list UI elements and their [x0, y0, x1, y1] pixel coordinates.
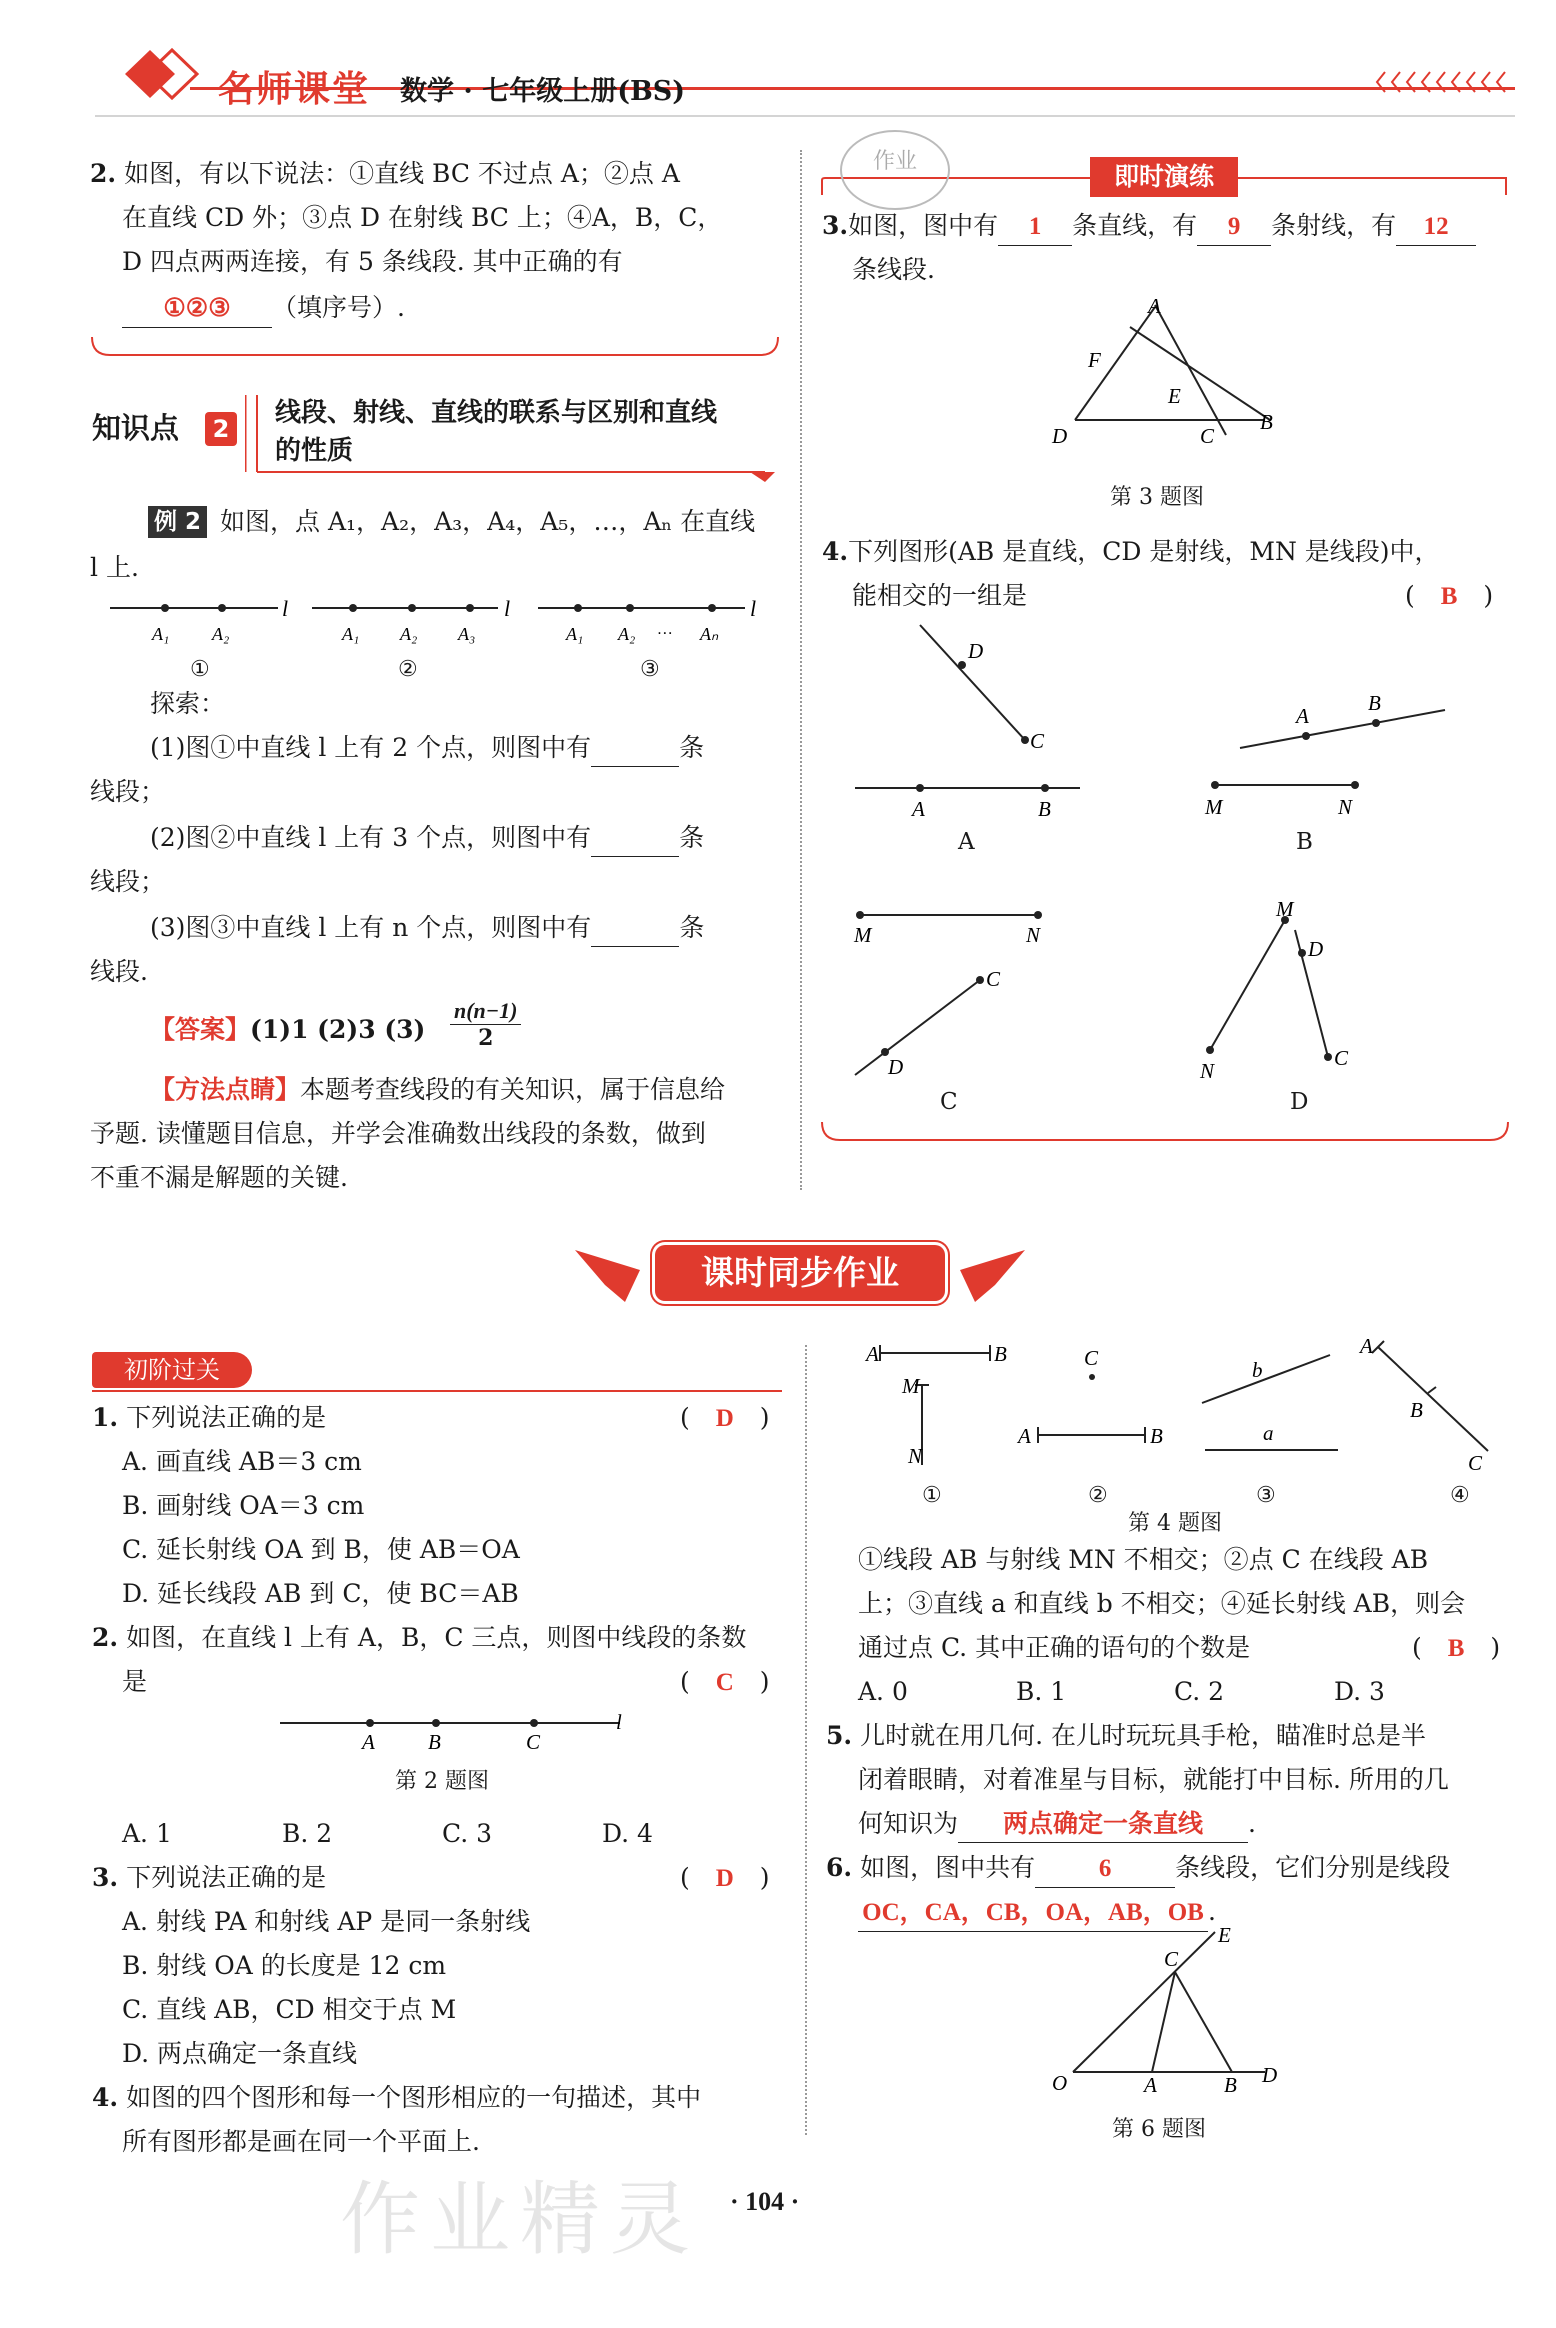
q-text: ①线段 AB 与射线 MN 不相交；②点 C 在线段 AB [858, 1545, 1429, 1574]
choice-answer: B [1440, 583, 1458, 610]
fig-number: ③ [1256, 1483, 1276, 1508]
svg-text:A₂: A₂ [212, 624, 230, 644]
q3-figure [1040, 295, 1290, 455]
answer-blank: 两点确定一条直线 [958, 1806, 1248, 1843]
q-number: 3. [822, 211, 849, 240]
option: C. 延长射线 OA 到 B，使 AB＝OA [122, 1535, 520, 1564]
q-text: 下列图形(AB 是直线，CD 是射线，MN 是线段)中， [848, 537, 1440, 566]
book-subtitle: 数学 · 七年级上册(BS) [400, 76, 686, 107]
option: D. 3 [1334, 1677, 1385, 1706]
q-text: 线段； [90, 867, 166, 896]
q-text: 如图，图中有 [848, 211, 999, 240]
svg-text:D: D [1052, 424, 1068, 448]
svg-text:A₃: A₃ [458, 624, 476, 644]
q4-figures [840, 620, 1500, 1100]
q-text: 条线段，它们分别是线段 [1175, 1853, 1451, 1882]
q-text: 是 [122, 1667, 148, 1696]
svg-text:C: C [986, 967, 1001, 991]
q6-caption: 第 6 题图 [1112, 2117, 1206, 2142]
q-text: （填序号）. [272, 293, 405, 322]
q-text: 下列说法正确的是 [126, 1403, 327, 1432]
choice-answer: C [715, 1669, 734, 1696]
q4-caption: 第 4 题图 [1128, 1511, 1222, 1536]
q-number: 4. [92, 2083, 119, 2112]
column-divider-2 [805, 1345, 807, 2135]
svg-text:A₂: A₂ [618, 624, 636, 644]
page-number: · 104 · [730, 2187, 800, 2216]
q-text: 如图，图中共有 [860, 1853, 1036, 1882]
option: C. 2 [1174, 1677, 1225, 1706]
svg-text:b: b [1252, 1358, 1263, 1382]
svg-text:A: A [1018, 1424, 1031, 1448]
option: B. 射线 OA 的长度是 12 cm [122, 1951, 447, 1980]
svg-text:A: A [1360, 1335, 1373, 1358]
svg-text:M: M [854, 923, 872, 947]
svg-text:A: A [1296, 704, 1309, 728]
fraction-numerator: n(n−1) [450, 998, 521, 1025]
q-text: 条 [679, 733, 705, 762]
answer-blank: OC，CA，CB，OA，AB，OB [858, 1895, 1208, 1932]
fig-number: ① [922, 1483, 942, 1508]
level1-tag: 初阶过关 [92, 1352, 252, 1388]
option: B. 1 [1016, 1677, 1067, 1706]
fraction-denominator: 2 [478, 1025, 494, 1051]
svg-text:C: C [1200, 424, 1215, 448]
svg-text:l: l [750, 596, 757, 621]
q-text: 何知识为 [858, 1809, 959, 1838]
choice-answer: D [715, 1865, 734, 1892]
svg-text:N: N [1026, 923, 1041, 947]
q-number: 2. [90, 159, 117, 188]
banner-title: 课时同步作业 [655, 1245, 945, 1301]
q-text: 如图，有以下说法：①直线 BC 不过点 A；②点 A [124, 159, 680, 188]
choice-answer: D [715, 1405, 734, 1432]
fig-number: ② [1088, 1483, 1108, 1508]
svg-text:Aₙ: Aₙ [700, 624, 719, 644]
svg-text:C: C [1164, 1947, 1179, 1971]
stamp-logo: 作业 [840, 130, 950, 210]
answer-blank: 9 [1197, 209, 1271, 246]
choice-answer: B [1447, 1635, 1465, 1662]
option: A. 射线 PA 和射线 AP 是同一条射线 [122, 1907, 531, 1936]
svg-text:A: A [912, 797, 925, 821]
answer-blank: 6 [1035, 1851, 1175, 1888]
option: D. 两点确定一条直线 [122, 2039, 358, 2068]
q6-figure [1040, 1920, 1300, 2100]
q-text: 下列说法正确的是 [126, 1863, 327, 1892]
svg-text:B: B [1150, 1424, 1163, 1448]
q-number: 3. [92, 1863, 119, 1892]
svg-text:M: M [1205, 795, 1223, 819]
svg-text:A: A [866, 1342, 879, 1366]
option-label: D [1290, 1089, 1309, 1115]
method-tag: 【方法点睛】 [150, 1075, 301, 1104]
svg-text:B: B [1224, 2073, 1237, 2097]
q-number: 2. [92, 1623, 119, 1652]
method-text: 不重不漏是解题的关键. [90, 1163, 348, 1192]
method-text: 予题. 读懂题目信息，并学会准确数出线段的条数，做到 [90, 1119, 706, 1148]
svg-text:B: B [994, 1342, 1007, 1366]
q-text: 如图，在直线 l 上有 A，B，C 三点，则图中线段的条数 [126, 1623, 747, 1652]
q-text: 条 [679, 823, 705, 852]
q-text: 线段. [90, 957, 148, 986]
answer-fraction [450, 998, 521, 1051]
option: D. 延长线段 AB 到 C，使 BC＝AB [122, 1579, 519, 1608]
answer-tag: 【答案】 [150, 1015, 251, 1044]
level1-underline [92, 1390, 782, 1392]
option-label: C [940, 1089, 958, 1115]
svg-text:D: D [968, 639, 984, 663]
q-text: 闭着眼睛，对着准星与目标，就能打中目标. 所用的几 [858, 1765, 1449, 1794]
q-text: 能相交的一组是 [852, 581, 1028, 610]
example-tag: 例 2 [148, 506, 207, 538]
svg-text:N: N [908, 1444, 923, 1468]
svg-text:A₁: A₁ [566, 624, 584, 644]
svg-text:D: D [1308, 937, 1324, 961]
kp-title-2: 的性质 [275, 436, 354, 466]
fig-number: ② [398, 657, 418, 682]
svg-text:N: N [1200, 1059, 1215, 1083]
option: A. 0 [858, 1677, 908, 1706]
option: C. 3 [442, 1819, 493, 1848]
watermark: 作业精灵 [340, 2173, 700, 2266]
q-text: (2)图②中直线 l 上有 3 个点，则图中有 [150, 823, 592, 852]
q-number: 1. [92, 1403, 119, 1432]
section-divider [90, 335, 780, 365]
svg-text:…: … [658, 621, 673, 638]
svg-text:l: l [504, 596, 511, 621]
svg-text:A: A [362, 1730, 375, 1754]
svg-text:C: C [1468, 1451, 1483, 1475]
kp-label: 知识点 [92, 411, 180, 445]
q-number: 4. [822, 537, 849, 566]
q-text: 条线段. [852, 255, 935, 284]
q-text: 条射线，有 [1271, 211, 1397, 240]
q2-figure [270, 1705, 650, 1755]
q-text: 如图的四个图形和每一个图形相应的一句描述，其中 [126, 2083, 702, 2112]
answer-blank: ①②③ [122, 291, 272, 328]
q-text: 儿时就在用几何. 在儿时玩玩具手枪，瞄准时总是半 [860, 1721, 1426, 1750]
q-text: 上；③直线 a 和直线 b 不相交；④延长射线 AB，则会 [858, 1589, 1466, 1618]
svg-text:C: C [1030, 729, 1045, 753]
svg-text:C: C [1334, 1046, 1349, 1070]
svg-text:a: a [1263, 1421, 1274, 1445]
svg-text:B: B [1410, 1398, 1423, 1422]
q-text: 所有图形都是画在同一个平面上. [122, 2127, 480, 2156]
option: A. 1 [122, 1819, 172, 1848]
svg-text:A: A [1144, 2073, 1157, 2097]
svg-text:O: O [1052, 2071, 1068, 2095]
kp-title-1: 线段、射线、直线的联系与区别和直线 [275, 398, 718, 428]
svg-text:F: F [1088, 348, 1101, 372]
kp-number: 2 [205, 412, 237, 446]
q-text: 条 [679, 913, 705, 942]
svg-text:A₁: A₁ [152, 624, 170, 644]
option: B. 画射线 OA＝3 cm [122, 1491, 365, 1520]
svg-text:D: D [888, 1055, 904, 1079]
svg-text:B: B [428, 1730, 441, 1754]
q-text: (1)图①中直线 l 上有 2 个点，则图中有 [150, 733, 592, 762]
answer-blank: 12 [1396, 209, 1476, 246]
svg-text:N: N [1338, 795, 1353, 819]
explore-label: 探索： [150, 689, 226, 718]
example-text: 如图，点 A₁，A₂，A₃，A₄，A₅，…，Aₙ 在直线 [220, 507, 756, 536]
q3-caption: 第 3 题图 [1110, 485, 1204, 510]
svg-text:B: B [1260, 410, 1273, 434]
svg-text:l: l [616, 1710, 622, 1734]
q-number: 6. [826, 1853, 853, 1882]
svg-text:B: B [1368, 691, 1381, 715]
fig-number: ④ [1450, 1483, 1470, 1508]
practice-divider [820, 1120, 1510, 1150]
q-text: (3)图③中直线 l 上有 n 个点，则图中有 [150, 913, 592, 942]
svg-text:M: M [902, 1374, 920, 1398]
option: D. 4 [602, 1819, 653, 1848]
svg-text:M: M [1276, 897, 1294, 921]
method-text: 本题考查线段的有关知识，属于信息给 [300, 1075, 726, 1104]
option: B. 2 [282, 1819, 333, 1848]
column-divider [800, 150, 802, 1190]
q-text: 在直线 CD 外；③点 D 在射线 BC 上；④A，B，C， [122, 203, 723, 232]
answer-text: (1)1 (2)3 (3) [250, 1015, 426, 1044]
svg-text:C: C [526, 1730, 541, 1754]
q-text: 条直线，有 [1072, 211, 1198, 240]
q2-caption: 第 2 题图 [395, 1769, 489, 1794]
brand-title: 名师课堂 [218, 69, 371, 110]
svg-text:A: A [1148, 295, 1161, 318]
example-text: l 上. [90, 553, 139, 582]
option: A. 画直线 AB＝3 cm [122, 1447, 362, 1476]
svg-text:B: B [1038, 797, 1051, 821]
svg-text:E: E [1168, 384, 1181, 408]
q-text: D 四点两两连接，有 5 条线段. 其中正确的有 [122, 247, 623, 276]
q4-figures-level1 [860, 1335, 1510, 1505]
fig-number: ① [190, 657, 210, 682]
fig-number: ③ [640, 657, 660, 682]
answer-blank: 1 [998, 209, 1072, 246]
svg-text:A₁: A₁ [342, 624, 360, 644]
svg-text:D: D [1262, 2063, 1278, 2087]
svg-text:l: l [282, 596, 289, 621]
q-text: 通过点 C. 其中正确的语句的个数是 [858, 1633, 1251, 1662]
option-label: B [1296, 829, 1313, 855]
svg-text:C: C [1084, 1346, 1099, 1370]
practice-title: 即时演练 [1090, 157, 1238, 197]
svg-text:A₂: A₂ [400, 624, 418, 644]
q-text: 线段； [90, 777, 166, 806]
option: C. 直线 AB，CD 相交于点 M [122, 1995, 457, 2024]
svg-text:E: E [1218, 1923, 1231, 1947]
option-label: A [958, 829, 975, 855]
q-number: 5. [826, 1721, 853, 1750]
